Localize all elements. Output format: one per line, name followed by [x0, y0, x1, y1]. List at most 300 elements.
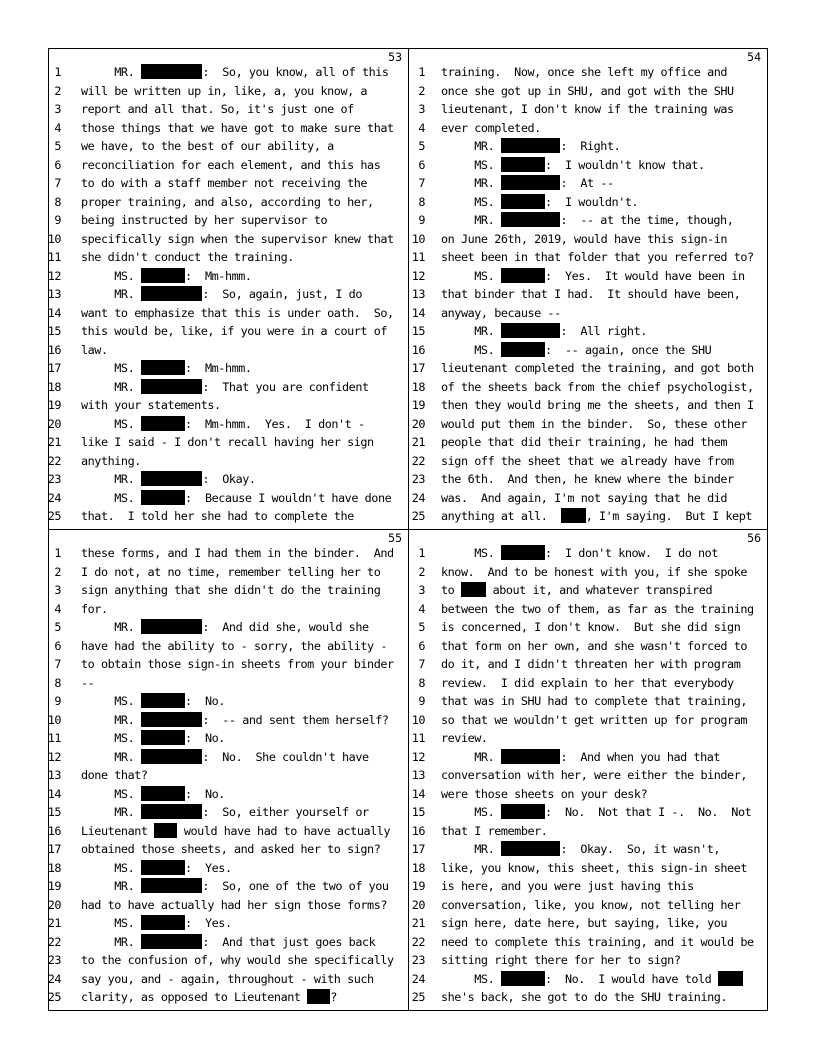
- text-run: MR.: [441, 749, 501, 764]
- line-text: [81, 174, 367, 193]
- text-run: I do not, at no time, remember telling her to: [81, 564, 381, 579]
- text-run: for.: [81, 601, 108, 616]
- text-run: like I said - I don't recall having her sign: [81, 435, 374, 449]
- text-run: MS.: [81, 860, 141, 875]
- text-run: specifically sign when the supervisor knew that: [81, 231, 394, 246]
- line-number: 11: [411, 731, 425, 745]
- redaction-box: [718, 971, 743, 986]
- transcript-line: [409, 840, 767, 859]
- transcript-line: [49, 748, 408, 767]
- line-text: [441, 304, 561, 323]
- transcript-line: [49, 119, 408, 138]
- redaction-box: [141, 786, 185, 801]
- line-number: 6: [418, 157, 425, 172]
- transcript-line: [409, 674, 767, 693]
- redaction-box: [461, 582, 486, 597]
- transcript-line: [49, 396, 408, 415]
- line-text: [441, 637, 747, 656]
- line-text: [441, 600, 754, 619]
- transcript-line: [49, 193, 408, 212]
- redaction-box: [501, 212, 561, 227]
- line-text: [81, 267, 252, 286]
- line-number: 13: [411, 287, 425, 301]
- line-number: 10: [411, 231, 425, 246]
- transcript-line: [49, 507, 408, 526]
- text-run: will be written up in, like, a, you know, a: [81, 83, 368, 98]
- text-run: is concerned, I don't know. But she did sign: [441, 620, 741, 634]
- text-run: clarity, as opposed to Lieutenant: [81, 990, 308, 1004]
- transcript-line: [409, 193, 767, 212]
- line-number: 11: [47, 731, 61, 745]
- line-number: 4: [54, 120, 61, 135]
- line-text: [81, 396, 221, 415]
- line-number: 3: [54, 583, 61, 597]
- text-run: MS.: [81, 694, 141, 708]
- text-run: the 6th. And then, he knew where the binder: [441, 472, 734, 486]
- transcript-line: [409, 711, 767, 730]
- text-run: MR.: [441, 213, 501, 227]
- line-number: 21: [411, 435, 425, 449]
- line-number: 14: [411, 305, 425, 320]
- line-number: 19: [47, 879, 61, 893]
- text-run: MS.: [441, 546, 501, 560]
- line-number: 24: [411, 971, 425, 986]
- text-run: : No. Not that I -. No. Not: [545, 805, 752, 819]
- text-run: : -- at the time, though,: [560, 213, 734, 227]
- line-text: [441, 970, 743, 989]
- transcript-page-53: [49, 49, 408, 529]
- text-run: MS.: [441, 971, 501, 986]
- redaction-box: [141, 490, 185, 505]
- redaction-box: [501, 342, 545, 357]
- text-run: : Mm-hmm.: [185, 268, 252, 283]
- transcript-line: [409, 341, 767, 360]
- transcript-line: [49, 674, 408, 693]
- transcript-line: [49, 729, 408, 748]
- text-run: of the sheets back from the chief psychologist,: [441, 379, 754, 394]
- line-number: 15: [47, 805, 61, 819]
- transcript-line: [409, 248, 767, 267]
- line-text: [81, 470, 256, 489]
- line-text: [441, 896, 740, 915]
- line-text: [441, 766, 747, 785]
- line-text: [441, 914, 727, 933]
- line-number: 24: [411, 490, 425, 505]
- line-text: [81, 674, 94, 693]
- transcript-line: [49, 322, 408, 341]
- line-number: 13: [411, 768, 425, 782]
- text-run: : And that just goes back: [202, 934, 376, 949]
- line-number: 17: [411, 842, 425, 856]
- text-run: : No. I would have told: [545, 971, 718, 986]
- page-number: 54: [747, 50, 761, 64]
- transcript-line: [49, 470, 408, 489]
- text-run: : Mm-hmm. Yes. I don't -: [185, 416, 365, 431]
- line-text: [441, 859, 747, 878]
- line-number: 4: [54, 601, 61, 616]
- transcript-line: [49, 341, 408, 360]
- text-run: want to emphasize that this is under oath. So,: [81, 305, 394, 320]
- text-run: training. Now, once she left my office and: [441, 65, 728, 79]
- line-text: [441, 193, 638, 212]
- line-text: [81, 859, 232, 878]
- text-run: were those sheets on your desk?: [441, 786, 648, 801]
- text-run: MR.: [81, 712, 141, 727]
- line-text: [81, 544, 394, 563]
- redaction-box: [141, 64, 202, 79]
- redaction-box: [501, 749, 561, 764]
- line-number: 8: [54, 675, 61, 690]
- text-run: so that we wouldn't get written up for program: [441, 712, 748, 727]
- line-number: 3: [418, 102, 425, 116]
- transcript-line: [49, 970, 408, 989]
- transcript-line: [409, 655, 767, 674]
- line-text: [81, 415, 365, 434]
- transcript-frame: [48, 48, 768, 1011]
- transcript-line: [49, 304, 408, 323]
- line-text: [81, 248, 294, 267]
- text-run: : I wouldn't know that.: [545, 157, 705, 172]
- transcript-line: [49, 951, 408, 970]
- line-text: [81, 766, 148, 785]
- line-number: 1: [418, 65, 425, 79]
- line-number: 17: [47, 361, 61, 375]
- transcript-line: [49, 489, 408, 508]
- line-number: 6: [54, 157, 61, 172]
- text-run: MS.: [81, 786, 141, 801]
- line-number: 15: [411, 805, 425, 819]
- text-run: with your statements.: [81, 398, 221, 412]
- line-text: [441, 378, 754, 397]
- page-number: 55: [388, 531, 402, 545]
- transcript-line: [409, 489, 767, 508]
- text-run: : -- again, once the SHU: [545, 342, 712, 357]
- text-run: to: [441, 583, 461, 597]
- line-number: 15: [47, 324, 61, 338]
- transcript-line: [409, 285, 767, 304]
- transcript-line: [409, 618, 767, 637]
- transcript-line: [49, 785, 408, 804]
- text-run: need to complete this training, and it would be: [441, 934, 754, 949]
- text-run: MR.: [441, 139, 501, 153]
- line-number: 19: [47, 398, 61, 412]
- line-number: 3: [54, 102, 61, 116]
- transcript-line: [49, 544, 408, 563]
- line-number: 2: [54, 83, 61, 98]
- transcript-line: [49, 156, 408, 175]
- text-run: : Mm-hmm.: [185, 361, 252, 375]
- line-text: [441, 877, 694, 896]
- text-run: : Okay. So, it wasn't,: [560, 842, 721, 856]
- line-number: 3: [418, 583, 425, 597]
- transcript-line: [409, 692, 767, 711]
- line-number: 19: [411, 398, 425, 412]
- text-run: MR.: [441, 842, 501, 856]
- transcript-line: [49, 822, 408, 841]
- line-text: [81, 729, 225, 748]
- text-run: : That you are confident: [202, 379, 369, 394]
- text-run: done that?: [81, 768, 148, 782]
- line-text: [81, 304, 394, 323]
- line-number: 24: [47, 490, 61, 505]
- line-text: [81, 378, 369, 397]
- line-text: [441, 544, 718, 563]
- redaction-box: [501, 323, 561, 338]
- text-run: reconciliation for each element, and this has: [81, 157, 381, 172]
- line-text: [81, 341, 108, 360]
- text-run: being instructed by her supervisor to: [81, 213, 328, 227]
- text-run: she didn't conduct the training.: [81, 250, 294, 264]
- transcript-line: [49, 914, 408, 933]
- text-run: MS.: [81, 416, 141, 431]
- line-number: 11: [47, 250, 61, 264]
- line-number: 17: [47, 842, 61, 856]
- transcript-line: [49, 877, 408, 896]
- text-run: MS.: [81, 268, 141, 283]
- transcript-line: [409, 174, 767, 193]
- transcript-line: [49, 82, 408, 101]
- line-text: [441, 581, 712, 600]
- transcript-line: [49, 563, 408, 582]
- text-run: review. I did explain to her that everybody: [441, 675, 734, 690]
- line-number: 22: [47, 453, 61, 468]
- redaction-box: [141, 360, 185, 375]
- line-number: 22: [47, 934, 61, 949]
- transcript-line: [409, 211, 767, 230]
- transcript-line: [409, 988, 767, 1007]
- line-number: 23: [411, 953, 425, 967]
- line-number: 20: [411, 416, 425, 431]
- redaction-box: [141, 416, 185, 431]
- transcript-line: [409, 544, 767, 563]
- line-number: 4: [418, 601, 425, 616]
- line-number: 25: [411, 509, 425, 523]
- line-text: [441, 174, 614, 193]
- transcript-line: [49, 63, 408, 82]
- page-number: 56: [747, 531, 761, 545]
- line-number: 10: [47, 231, 61, 246]
- transcript-line: [49, 803, 408, 822]
- text-run: MS.: [441, 342, 501, 357]
- line-text: [441, 563, 747, 582]
- line-number: 6: [418, 638, 425, 653]
- text-run: MR.: [81, 379, 141, 394]
- text-run: anything.: [81, 453, 141, 468]
- text-run: lieutenant completed the training, and got both: [441, 361, 754, 375]
- transcript-line: [409, 470, 767, 489]
- transcript-page-54: [409, 49, 767, 529]
- line-text: [441, 267, 745, 286]
- text-run: that form on her own, and she wasn't forced to: [441, 638, 748, 653]
- text-run: this would be, like, if you were in a court of: [81, 324, 388, 338]
- text-run: MR.: [81, 472, 141, 486]
- text-run: ever completed.: [441, 120, 541, 135]
- text-run: anything at all.: [441, 509, 561, 523]
- transcript-lines: [409, 63, 767, 526]
- line-text: [441, 470, 734, 489]
- transcript-line: [49, 692, 408, 711]
- redaction-box: [141, 379, 202, 394]
- text-run: once she got up in SHU, and got with the SHU: [441, 83, 734, 98]
- text-run: ?: [330, 990, 337, 1004]
- line-text: [441, 100, 734, 119]
- text-run: that binder that I had. It should have been,: [441, 287, 741, 301]
- line-number: 5: [54, 620, 61, 634]
- text-run: had to have actually had her sign those forms?: [81, 897, 388, 912]
- line-number: 18: [411, 379, 425, 394]
- line-number: 23: [47, 953, 61, 967]
- line-text: [441, 803, 751, 822]
- line-text: [441, 433, 727, 452]
- transcript-line: [409, 581, 767, 600]
- line-number: 5: [418, 139, 425, 153]
- transcript-line: [49, 766, 408, 785]
- transcript-line: [49, 655, 408, 674]
- line-text: [81, 933, 375, 952]
- transcript-line: [49, 433, 408, 452]
- text-run: MR.: [81, 620, 141, 634]
- line-number: 17: [411, 361, 425, 375]
- line-text: [81, 359, 252, 378]
- line-number: 2: [418, 564, 425, 579]
- line-number: 5: [54, 139, 61, 153]
- text-run: that I remember.: [441, 823, 548, 838]
- line-text: [441, 322, 647, 341]
- line-text: [81, 655, 394, 674]
- line-text: [441, 933, 754, 952]
- line-text: [441, 655, 740, 674]
- line-number: 9: [418, 213, 425, 227]
- text-run: she's back, she got to do the SHU training.: [441, 990, 728, 1004]
- line-text: [81, 692, 225, 711]
- line-number: 9: [54, 694, 61, 708]
- line-text: [441, 988, 727, 1007]
- line-text: [81, 211, 327, 230]
- line-number: 21: [47, 916, 61, 930]
- text-run: , I'm saying. But I kept: [585, 509, 753, 523]
- line-number: 8: [54, 194, 61, 209]
- text-run: like, you know, this sheet, this sign-in sheet: [441, 860, 748, 875]
- transcript-line: [49, 285, 408, 304]
- text-run: : And did she, would she: [202, 620, 369, 634]
- text-run: : Okay.: [202, 472, 256, 486]
- transcript-line: [409, 637, 767, 656]
- text-run: conversation, like, you know, not telling her: [441, 897, 741, 912]
- transcript-lines: [49, 544, 408, 1007]
- line-text: [81, 970, 374, 989]
- line-number: 14: [47, 305, 61, 320]
- redaction-box: [141, 804, 202, 819]
- transcript-line: [409, 803, 767, 822]
- redaction-box: [501, 841, 561, 856]
- text-run: report and all that. So, it's just one of: [81, 102, 354, 116]
- transcript-line: [49, 859, 408, 878]
- line-text: [441, 359, 754, 378]
- line-text: [81, 193, 374, 212]
- transcript-line: [409, 63, 767, 82]
- text-run: have had the ability to - sorry, the ability -: [81, 638, 388, 653]
- redaction-box: [501, 194, 545, 209]
- transcript-line: [49, 933, 408, 952]
- text-run: to obtain those sign-in sheets from your binder: [81, 657, 394, 671]
- text-run: proper training, and also, according to her,: [81, 194, 374, 209]
- text-run: : So, one of the two of you: [202, 879, 389, 893]
- line-text: [441, 785, 647, 804]
- line-number: 16: [411, 342, 425, 357]
- text-run: : No.: [185, 694, 225, 708]
- line-number: 9: [418, 694, 425, 708]
- line-text: [441, 119, 541, 138]
- line-number: 12: [411, 749, 425, 764]
- line-text: [441, 156, 705, 175]
- line-text: [441, 211, 733, 230]
- redaction-box: [561, 508, 586, 523]
- text-run: --: [81, 675, 95, 690]
- text-run: MR.: [81, 934, 141, 949]
- text-run: anyway, because --: [441, 305, 561, 320]
- text-run: MR.: [81, 287, 141, 301]
- transcript-line: [49, 840, 408, 859]
- line-number: 18: [47, 860, 61, 875]
- redaction-box: [154, 823, 177, 838]
- transcript-line: [409, 748, 767, 767]
- line-text: [441, 692, 747, 711]
- line-text: [81, 618, 369, 637]
- transcript-lines: [49, 63, 408, 526]
- line-text: [81, 840, 380, 859]
- transcript-line: [49, 711, 408, 730]
- transcript-line: [409, 396, 767, 415]
- line-number: 21: [47, 435, 61, 449]
- transcript-line: [49, 230, 408, 249]
- line-text: [441, 840, 720, 859]
- text-run: would have had to have actually: [177, 823, 391, 838]
- line-number: 20: [47, 897, 61, 912]
- text-run: : No.: [185, 786, 225, 801]
- line-text: [441, 489, 727, 508]
- text-run: MS.: [441, 268, 501, 283]
- transcript-line: [409, 156, 767, 175]
- line-number: 15: [411, 324, 425, 338]
- redaction-box: [141, 471, 202, 486]
- text-run: : And when you had that: [560, 749, 721, 764]
- transcript-line: [409, 359, 767, 378]
- line-text: [81, 637, 387, 656]
- text-run: say you, and - again, throughout - with such: [81, 971, 374, 986]
- line-number: 2: [418, 83, 425, 98]
- line-number: 16: [411, 823, 425, 838]
- transcript-line: [49, 581, 408, 600]
- redaction-box: [501, 175, 561, 190]
- transcript-line: [409, 563, 767, 582]
- line-text: [81, 951, 394, 970]
- line-text: [81, 803, 369, 822]
- transcript-line: [409, 896, 767, 915]
- text-run: then they would bring me the sheets, and then I: [441, 398, 754, 412]
- line-number: 7: [418, 176, 425, 190]
- line-number: 20: [411, 897, 425, 912]
- line-number: 8: [418, 194, 425, 209]
- line-number: 19: [411, 879, 425, 893]
- text-run: to the confusion of, why would she specifically: [81, 953, 394, 967]
- line-number: 16: [47, 342, 61, 357]
- transcript-line: [409, 951, 767, 970]
- redaction-box: [141, 730, 185, 745]
- transcript-line: [409, 230, 767, 249]
- text-run: : I don't know. I do not: [545, 546, 718, 560]
- text-run: : Yes.: [185, 916, 232, 930]
- redaction-box: [141, 712, 202, 727]
